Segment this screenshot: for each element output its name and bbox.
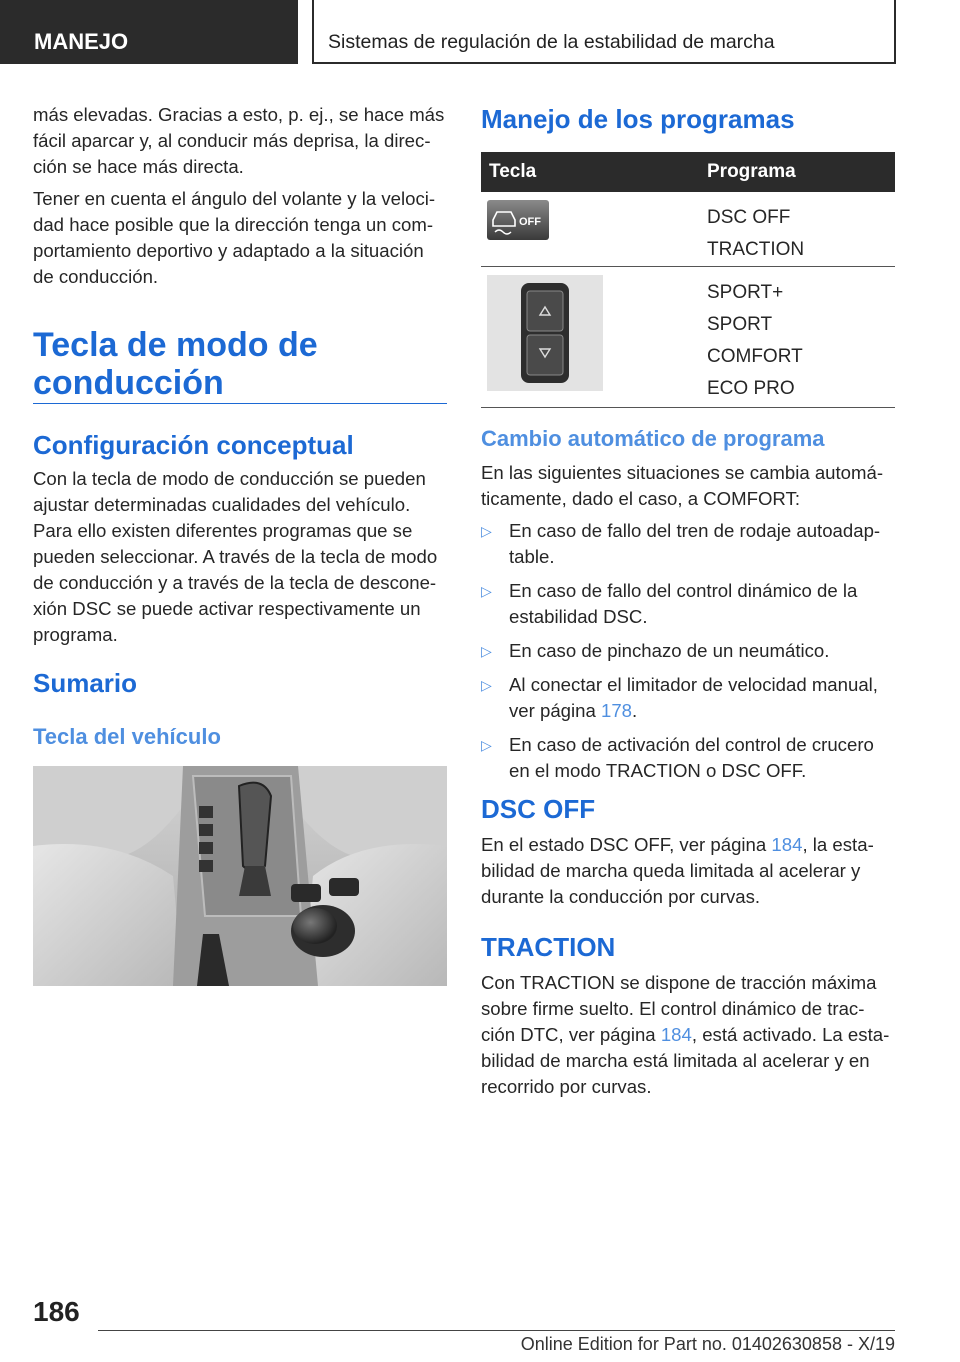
list-item-text: En caso de activación del control de crucero en el modo TRACTION o DSC OFF. <box>509 734 874 781</box>
table-cell-program <box>699 192 895 267</box>
list-item <box>481 638 895 664</box>
list-item <box>481 732 895 784</box>
program-traction: TRACTION <box>707 239 805 260</box>
list-item <box>481 518 895 570</box>
program-sport-plus: SPORT+ <box>707 282 784 303</box>
footer-edition: Online Edition for Part no. 01402630858 - X/19 <box>520 1334 895 1354</box>
heading-rule <box>33 403 447 404</box>
table-cell-program <box>699 267 895 408</box>
traction-text-b: , está activado. La esta‐bilidad de marcha está limitada al acelerar y en recorrido por curvas. <box>481 1024 890 1097</box>
dsc-off-button-icon <box>487 200 549 240</box>
program-eco-pro: ECO PRO <box>707 378 795 399</box>
intro-paragraph-1: más elevadas. Gracias a esto, p. ej., se hace más fácil aparcar y, al conducir más deprisa, la direc‐ción se hace más directa. <box>33 104 445 177</box>
triangle-bullet-icon: ▷ <box>481 737 492 753</box>
page-link-178[interactable]: 178 <box>601 700 633 721</box>
heading-vehicle-key: Tecla del vehículo <box>33 724 221 749</box>
dsc-off-icon-label: OFF <box>519 216 541 228</box>
table-cell-key <box>481 267 699 408</box>
heading-concept: Configuración conceptual <box>33 430 354 460</box>
table-header-row <box>481 152 895 192</box>
traction-text-a: Con TRACTION se dispone de tracción máxima sobre firme suelto. El control dinámico de trac‐ción DTC, ver página <box>481 972 877 1045</box>
intro-text <box>33 102 447 296</box>
page-header-title: Sistemas de regulación de la estabilidad de marcha <box>312 0 896 64</box>
main-heading-line-2: conducción <box>33 364 224 402</box>
column-header-key: Tecla <box>481 152 699 192</box>
column-header-program: Programa <box>699 152 895 192</box>
driving-mode-switch-icon <box>487 275 603 391</box>
triangle-bullet-icon: ▷ <box>481 583 492 599</box>
list-item-text-end: . <box>632 700 638 721</box>
main-heading <box>33 326 318 402</box>
intro-paragraph-2: Tener en cuenta el ángulo del volante y la veloci‐dad hace posible que la dirección tenga un com‐portamiento deportivo y adaptado a la situación de conducción. <box>33 188 436 287</box>
table-row <box>481 267 895 408</box>
page-link-184[interactable]: 184 <box>771 834 803 855</box>
list-item-text: Al conectar el limitador de velocidad manual, ver página <box>509 674 878 721</box>
auto-change-paragraph: En las siguientes situaciones se cambia automá‐ticamente, dado el caso, a COMFORT: <box>481 462 884 509</box>
list-item <box>481 578 895 630</box>
table-cell-key <box>481 192 699 267</box>
programs-table <box>481 152 895 408</box>
concept-paragraph: Con la tecla de modo de conducción se pueden ajustar determinadas cualidades del vehículo. Para ello existen diferentes programas que se pueden seleccionar. A través de la tecla de modo de conducción y a través de la tecla de descone‐xión DSC se puede activar respectivamente un programa. <box>33 468 438 645</box>
dsc-off-paragraph <box>481 832 895 910</box>
list-item <box>481 672 895 724</box>
vehicle-center-console-image <box>33 766 447 986</box>
heading-traction: TRACTION <box>481 932 616 962</box>
section-tab: MANEJO <box>0 0 298 64</box>
list-item-text: En caso de fallo del tren de rodaje autoadap‐table. <box>509 520 881 567</box>
auto-change-list <box>481 518 895 792</box>
program-sport: SPORT <box>707 314 773 335</box>
main-heading-line-1: Tecla de modo de <box>33 326 318 364</box>
table-row <box>481 192 895 267</box>
triangle-bullet-icon: ▷ <box>481 523 492 539</box>
program-dsc-off: DSC OFF <box>707 207 791 228</box>
page-link-184[interactable]: 184 <box>660 1024 692 1045</box>
page-number: 186 <box>33 1296 80 1327</box>
heading-programs: Manejo de los programas <box>481 104 795 134</box>
heading-summary: Sumario <box>33 668 138 698</box>
list-item-text: En caso de fallo del control dinámico de la estabilidad DSC. <box>509 580 858 627</box>
program-comfort: COMFORT <box>707 346 803 367</box>
dsc-off-text-a: En el estado DSC OFF, ver página <box>481 834 772 855</box>
heading-auto-change: Cambio automático de programa <box>481 426 825 451</box>
triangle-bullet-icon: ▷ <box>481 643 492 659</box>
traction-paragraph <box>481 970 897 1100</box>
list-item-text: En caso de pinchazo de un neumático. <box>509 640 830 661</box>
heading-dsc-off: DSC OFF <box>481 794 596 824</box>
dsc-off-text-b: , la esta‐bilidad de marcha queda limitada al acelerar y durante la conducción por curvas. <box>481 834 874 907</box>
triangle-bullet-icon: ▷ <box>481 677 492 693</box>
footer-rule <box>98 1330 895 1331</box>
